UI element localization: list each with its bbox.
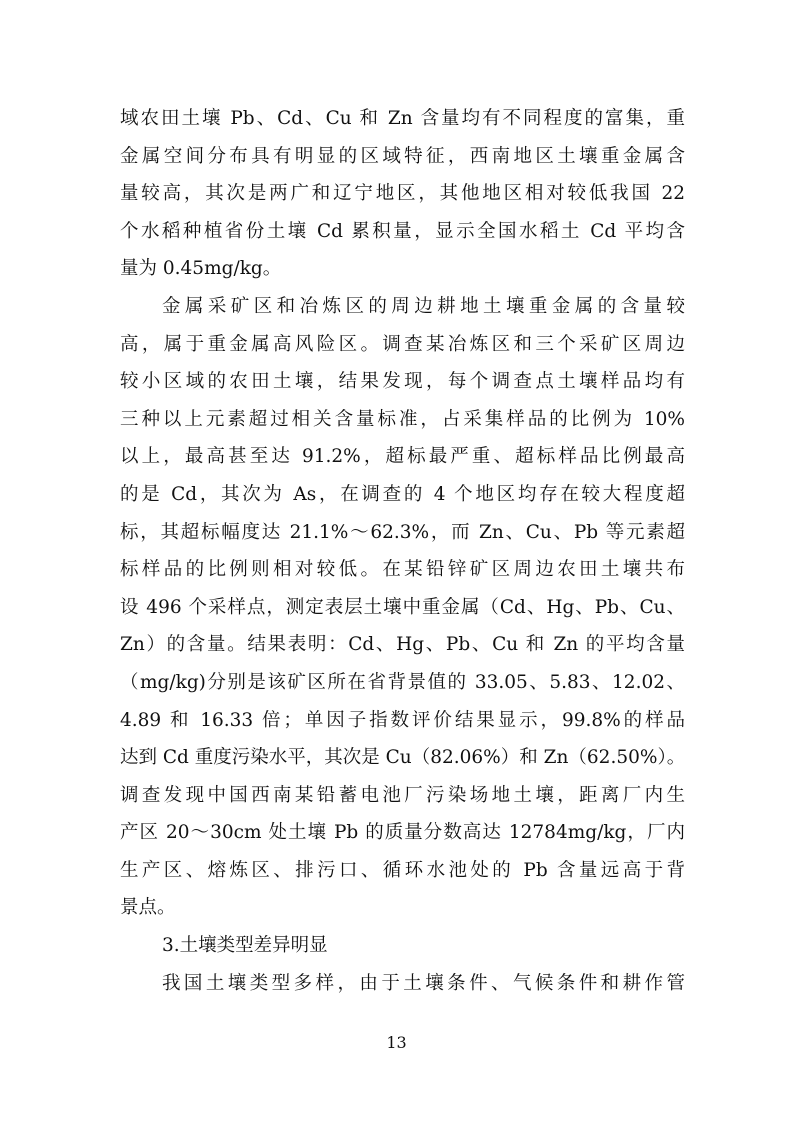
text-line: 域农田土壤 Pb、Cd、Cu 和 Zn 含量均有不同程度的富集，重 [120,108,685,129]
text-line: 4.89 和 16.33 倍；单因子指数评价结果显示，99.8%的样品 [120,709,685,731]
section-heading: 3.土壤类型差异明显 [162,935,328,957]
text-line: 个水稻种植省份土壤 Cd 累积量，显示全国水稻土 Cd 平均含 [120,220,685,242]
text-line: 量较高，其次是两广和辽宁地区，其他地区相对较低我国 22 [120,183,685,205]
text-line: 景点。 [120,897,176,919]
text-line: 标，其超标幅度达 21.1%～62.3%，而 Zn、Cu、Pb 等元素超 [120,521,685,543]
text-line: 金属采矿区和冶炼区的周边耕地土壤重金属的含量较 [162,295,685,317]
text-line: 的是 Cd，其次为 As，在调查的 4 个地区均存在较大程度超 [120,483,685,505]
page-number: 13 [386,1033,407,1052]
text-line: 标样品的比例则相对较低。在某铅锌矿区周边农田土壤共布 [120,559,685,581]
text-line: Zn）的含量。结果表明：Cd、Hg、Pb、Cu 和 Zn 的平均含量 [120,634,685,656]
text-line: 生产区、熔炼区、排污口、循环水池处的 Pb 含量远高于背 [120,859,685,881]
text-line: 调查发现中国西南某铅蓄电池厂污染场地土壤，距离厂内生 [120,784,685,806]
text-line: 较小区域的农田土壤，结果发现，每个调查点土壤样品均有 [120,371,685,393]
text-line: 设 496 个采样点，测定表层土壤中重金属（Cd、Hg、Pb、Cu、 [120,596,685,618]
body-text [120,100,685,1002]
text-line: 产区 20～30cm 处土壤 Pb 的质量分数高达 12784mg/kg，厂内 [120,822,685,844]
text-line: 量为 0.45mg/kg。 [120,258,282,280]
text-line: （mg/kg)分别是该矿区所在省背景值的 33.05、5.83、12.02、 [120,671,685,693]
text-line: 达到 Cd 重度污染水平，其次是 Cu（82.06%）和 Zn（62.50%）。 [120,747,685,769]
text-line: 高，属于重金属高风险区。调查某冶炼区和三个采矿区周边 [120,333,685,355]
text-line: 三种以上元素超过相关含量标准，占采集样品的比例为 10% [120,408,685,430]
text-line: 金属空间分布具有明显的区域特征，西南地区土壤重金属含 [120,145,685,167]
text-line: 我国土壤类型多样，由于土壤条件、气候条件和耕作管 [162,972,685,994]
text-line: 以上，最高甚至达 91.2%，超标最严重、超标样品比例最高 [120,446,685,468]
